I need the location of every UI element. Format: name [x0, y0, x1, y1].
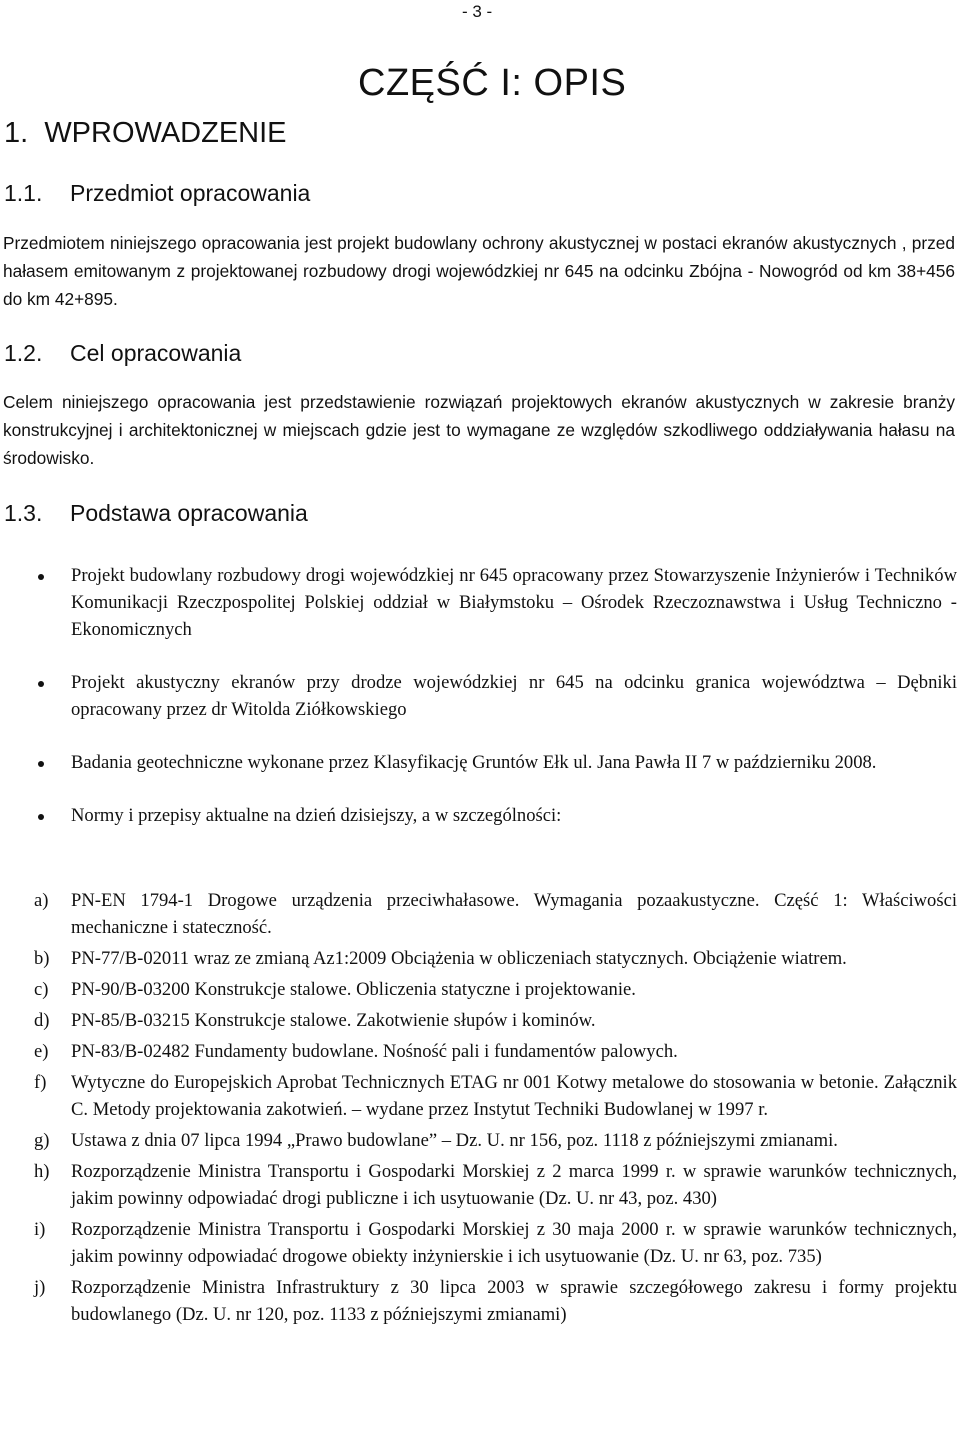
- subsection-title: Podstawa opracowania: [70, 500, 308, 526]
- standard-label: c): [34, 979, 49, 1000]
- bullet-dot-icon: [38, 681, 44, 687]
- part-title: CZĘŚĆ I: OPIS: [358, 62, 627, 104]
- bullet-text: Badania geotechniczne wykonane przez Klasyfikację Gruntów Ełk ul. Jana Pawła II 7 w październiku 2008.: [71, 752, 877, 773]
- standard-text: PN-90/B-03200 Konstrukcje stalowe. Obliczenia statyczne i projektowanie.: [71, 979, 636, 1000]
- standard-text: Rozporządzenie Ministra Transportu i Gospodarki Morskiej z 2 marca 1999 r. w sprawie warunków technicznych, jakim powinny odpowiadać drogi publiczne i ich usytuowanie (Dz. U. nr 43, poz. 430): [71, 1161, 957, 1209]
- standard-item: [0, 945, 957, 972]
- standard-label: e): [34, 1041, 49, 1062]
- bullet-text: Projekt akustyczny ekranów przy drodze wojewódzkiej nr 645 na odcinku granica województwa – Dębniki opracowany przez dr Witolda Ziółkowskiego: [71, 672, 957, 720]
- subsection-heading-przedmiot: [4, 180, 310, 207]
- section-heading-wprowadzenie: [4, 117, 287, 150]
- bullet-text: Projekt budowlany rozbudowy drogi wojewódzkiej nr 645 opracowany przez Stowarzyszenie Inżynierów i Techników Komunikacji Rzeczpospolitej Polskiej oddział w Białymstoku – Ośrodek Rzeczoznawstwa i Usług Techniczno - Ekonomicznych: [71, 565, 957, 640]
- standard-label: j): [34, 1277, 46, 1298]
- standard-text: PN-83/B-02482 Fundamenty budowlane. Nośność pali i fundamentów palowych.: [71, 1041, 678, 1062]
- subsection-number: 1.1.: [4, 180, 43, 206]
- standard-item: [0, 1069, 957, 1123]
- standard-text: Wytyczne do Europejskich Aprobat Technicznych ETAG nr 001 Kotwy metalowe do stosowania w betonie. Załącznik C. Metody projektowania zakotwień. – wydane przez Instytut Techniki Budowlanej w 1997 r.: [71, 1072, 957, 1120]
- subsection-number: 1.3.: [4, 500, 43, 526]
- standard-item: [0, 1158, 957, 1212]
- section-title: WPROWADZENIE: [44, 117, 287, 149]
- standard-text: PN-77/B-02011 wraz ze zmianą Az1:2009 Obciążenia w obliczeniach statycznych. Obciążenie wiatrem.: [71, 948, 847, 969]
- basis-bullet-list: [0, 562, 960, 855]
- standard-item: [0, 1274, 957, 1328]
- bullet-text: Normy i przepisy aktualne na dzień dzisiejszy, a w szczególności:: [71, 805, 562, 826]
- standard-label: b): [34, 948, 50, 969]
- page-number: - 3 -: [462, 2, 493, 21]
- bullet-item: [0, 749, 957, 776]
- subsection-title: Przedmiot opracowania: [70, 180, 311, 206]
- standard-label: f): [34, 1072, 47, 1093]
- standards-list: [0, 887, 960, 1332]
- standard-text: PN-85/B-03215 Konstrukcje stalowe. Zakotwienie słupów i kominów.: [71, 1010, 596, 1031]
- section-number: 1.: [4, 117, 29, 149]
- subsection-heading-cel: [4, 340, 241, 367]
- standard-label: a): [34, 890, 49, 911]
- standard-text: Rozporządzenie Ministra Infrastruktury z 30 lipca 2003 w sprawie szczegółowego zakresu i formy projektu budowlanego (Dz. U. nr 120, poz. 1133 z późniejszymi zmianami): [71, 1277, 957, 1325]
- bullet-dot-icon: [38, 761, 44, 767]
- standard-item: [0, 976, 957, 1003]
- standard-label: d): [34, 1010, 50, 1031]
- standard-text: Rozporządzenie Ministra Transportu i Gospodarki Morskiej z 30 maja 2000 r. w sprawie warunków technicznych, jakim powinny odpowiadać drogowe obiekty inżynierskie i ich usytuowanie (Dz. U. nr 63, poz. 735): [71, 1219, 957, 1267]
- standard-item: [0, 1127, 957, 1154]
- subsection-number: 1.2.: [4, 340, 43, 366]
- standard-item: [0, 1038, 957, 1065]
- bullet-item: [0, 669, 957, 723]
- standard-label: i): [34, 1219, 46, 1240]
- standard-label: h): [34, 1161, 50, 1182]
- paragraph-przedmiot: Przedmiotem niniejszego opracowania jest projekt budowlany ochrony akustycznej w postaci ekranów akustycznych , przed hałasem emitowanym z projektowanej rozbudowy drogi wojewódzkiej nr 645 na odcinku Zbójna - Nowogród od km 38+456 do km 42+895.: [3, 233, 955, 309]
- standard-label: g): [34, 1130, 50, 1151]
- bullet-dot-icon: [38, 814, 44, 820]
- subsection-title: Cel opracowania: [70, 340, 242, 366]
- standard-item: [0, 1007, 957, 1034]
- subsection-heading-podstawa: [4, 500, 308, 527]
- bullet-item: [0, 802, 957, 829]
- standard-item: [0, 887, 957, 941]
- standard-text: PN-EN 1794-1 Drogowe urządzenia przeciwhałasowe. Wymagania pozaakustyczne. Część 1: Właściwości mechaniczne i stateczność.: [71, 890, 957, 938]
- standard-item: [0, 1216, 957, 1270]
- standard-text: Ustawa z dnia 07 lipca 1994 „Prawo budowlane” – Dz. U. nr 156, poz. 1118 z późniejszymi zmianami.: [71, 1130, 838, 1151]
- bullet-dot-icon: [38, 574, 44, 580]
- bullet-item: [0, 562, 957, 643]
- paragraph-cel: Celem niniejszego opracowania jest przedstawienie rozwiązań projektowych ekranów akustycznych w zakresie branży konstrukcyjnej i architektonicznej w miejscach gdzie jest to wymagane ze względów szkodliwego oddziaływania hałasu na środowisko.: [3, 392, 955, 468]
